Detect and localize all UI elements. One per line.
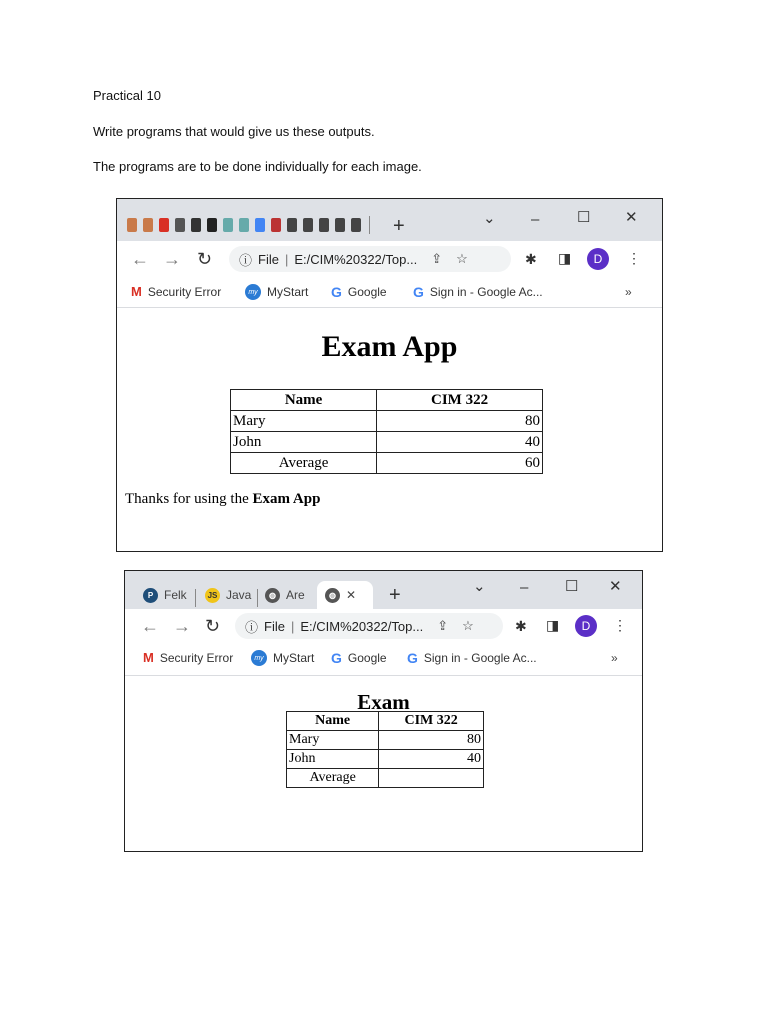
reload-icon[interactable]: ↻: [197, 249, 213, 269]
tab-favicon-icon[interactable]: [287, 218, 297, 232]
average-label: Average: [287, 769, 379, 788]
minimize-button[interactable]: –: [531, 211, 540, 228]
table-row: [287, 731, 484, 750]
tab-favicon-icon[interactable]: [335, 218, 345, 232]
bookmark-star-icon[interactable]: ☆: [456, 251, 468, 266]
table-header-row: [287, 712, 484, 731]
browser-toolbar: [117, 241, 662, 277]
forward-arrow-icon[interactable]: →: [163, 249, 181, 269]
address-bar[interactable]: [229, 246, 511, 272]
address-separator: |: [284, 251, 289, 267]
menu-kebab-icon[interactable]: ⋮: [613, 617, 627, 633]
tab-java[interactable]: JS Java: [205, 581, 251, 609]
student-score: 40: [379, 750, 484, 769]
address-url: E:/CIM%20322/Top...: [294, 251, 418, 267]
student-name: John: [231, 432, 377, 453]
address-scheme: File: [264, 618, 285, 634]
site-info-icon[interactable]: ⓘ: [245, 619, 259, 635]
gmail-icon: M: [131, 284, 142, 299]
student-name: John: [287, 750, 379, 769]
back-arrow-icon[interactable]: ←: [141, 616, 159, 636]
address-separator: |: [290, 618, 295, 634]
tab-favicon-icon[interactable]: [351, 218, 361, 232]
address-url: E:/CIM%20322/Top...: [300, 618, 424, 634]
extensions-puzzle-icon[interactable]: ✱: [525, 251, 537, 267]
mystart-icon: my: [245, 284, 261, 300]
google-tab-icon[interactable]: [255, 218, 265, 232]
student-score: 40: [377, 432, 543, 453]
bookmarks-bar: [125, 643, 642, 676]
tab-separator: [257, 589, 258, 607]
new-tab-button[interactable]: +: [389, 584, 401, 606]
new-tab-button[interactable]: +: [393, 215, 405, 237]
google-icon: G: [331, 284, 342, 300]
share-icon[interactable]: ⇪: [437, 618, 449, 633]
footer-app-name: Exam App: [252, 491, 321, 507]
table-row: [231, 432, 543, 453]
bookmark-sign-in-google[interactable]: G Sign in - Google Ac...: [407, 650, 537, 666]
exam-table: [230, 389, 543, 474]
tab-are[interactable]: ◍ Are: [265, 581, 305, 609]
tab-favicon-icon[interactable]: [191, 218, 201, 232]
column-header: CIM 322: [377, 390, 543, 411]
doc-note: The programs are to be done individually for each image.: [93, 159, 422, 174]
average-value: [379, 769, 484, 788]
google-icon: G: [331, 650, 342, 666]
student-score: 80: [379, 731, 484, 750]
page-viewport: [125, 676, 642, 851]
bookmark-sign-in-google[interactable]: G Sign in - Google Ac...: [413, 284, 543, 300]
tab-favicon-icon[interactable]: [223, 218, 233, 232]
gmail-icon: M: [143, 650, 154, 665]
js-favicon-icon: JS: [205, 588, 220, 603]
bookmarks-overflow-icon[interactable]: »: [625, 285, 632, 299]
footer-message: Thanks for using the Exam App: [125, 491, 321, 507]
average-row: [231, 453, 543, 474]
side-panel-icon[interactable]: ◨: [558, 250, 572, 266]
address-scheme: File: [258, 251, 279, 267]
tab-strip: [125, 571, 642, 609]
back-arrow-icon[interactable]: ←: [131, 249, 149, 269]
student-score: 80: [377, 411, 543, 432]
browser-toolbar: [125, 609, 642, 643]
forward-arrow-icon[interactable]: →: [173, 616, 191, 636]
profile-avatar[interactable]: D: [587, 248, 609, 270]
table-row: [231, 411, 543, 432]
student-name: Mary: [231, 411, 377, 432]
tab-active[interactable]: [317, 581, 373, 609]
mystart-icon: my: [251, 650, 267, 666]
bookmark-mystart[interactable]: my MyStart: [245, 284, 308, 300]
average-label: Average: [231, 453, 377, 474]
average-value: 60: [377, 453, 543, 474]
bookmark-google[interactable]: G Google: [331, 284, 387, 300]
reload-icon[interactable]: ↻: [205, 616, 221, 636]
side-panel-icon[interactable]: ◨: [546, 617, 560, 633]
tab-strip: [117, 199, 662, 241]
p-favicon-icon: P: [143, 588, 158, 603]
browser-screenshot-2: [124, 570, 643, 852]
exam-table: [286, 711, 484, 788]
table-row: [287, 750, 484, 769]
tab-favicon-icon[interactable]: [239, 218, 249, 232]
site-info-icon[interactable]: ⓘ: [239, 252, 253, 268]
close-window-button[interactable]: ✕: [609, 578, 622, 595]
student-name: Mary: [287, 731, 379, 750]
column-header: CIM 322: [379, 712, 484, 731]
google-icon: G: [407, 650, 418, 666]
share-icon[interactable]: ⇪: [431, 251, 443, 266]
google-icon: G: [413, 284, 424, 300]
maximize-button[interactable]: ☐: [565, 578, 579, 595]
tab-separator: [195, 589, 196, 607]
bookmark-security-error[interactable]: M Security Error: [143, 650, 234, 665]
tab-favicon-icon[interactable]: [271, 218, 281, 232]
page-title: Exam App: [321, 330, 458, 363]
profile-avatar[interactable]: D: [575, 615, 597, 637]
tab-favicon-icon[interactable]: [319, 218, 329, 232]
globe-icon: ◍: [265, 588, 280, 603]
menu-kebab-icon[interactable]: ⋮: [627, 250, 641, 266]
tab-favicon-icon[interactable]: [127, 218, 137, 232]
close-tab-icon[interactable]: ✕: [346, 588, 357, 602]
bookmarks-overflow-icon[interactable]: »: [611, 651, 618, 665]
extensions-puzzle-icon[interactable]: ✱: [515, 618, 527, 634]
tab-favicon-icon[interactable]: [303, 218, 313, 232]
tab-favicon-icon[interactable]: [143, 218, 153, 232]
browser-screenshot-1: [116, 198, 663, 552]
doc-instruction: Write programs that would give us these outputs.: [93, 124, 375, 139]
tab-favicon-icon[interactable]: [175, 218, 185, 232]
page-title: Exam: [357, 690, 410, 714]
table-header-row: [231, 390, 543, 411]
tab-favicon-icon[interactable]: [207, 218, 217, 232]
close-window-button[interactable]: ✕: [625, 209, 638, 226]
bookmark-security-error[interactable]: M Security Error: [131, 284, 222, 299]
tab-separator: [369, 216, 370, 234]
column-header: Name: [231, 390, 377, 411]
bookmark-star-icon[interactable]: ☆: [462, 618, 474, 633]
address-bar[interactable]: [235, 613, 503, 639]
bookmarks-bar: [117, 277, 662, 308]
maximize-button[interactable]: ☐: [577, 209, 591, 226]
globe-icon: ◍: [325, 588, 340, 603]
tab-felk[interactable]: P Felk: [143, 581, 187, 609]
page-viewport: [117, 308, 662, 551]
minimize-button[interactable]: –: [520, 579, 529, 596]
tab-search-dropdown-icon[interactable]: ⌄: [483, 210, 496, 227]
column-header: Name: [287, 712, 379, 731]
bookmark-mystart[interactable]: my MyStart: [251, 650, 314, 666]
average-row: [287, 769, 484, 788]
gmail-tab-icon[interactable]: [159, 218, 169, 232]
tab-search-dropdown-icon[interactable]: ⌄: [473, 578, 486, 595]
doc-heading: Practical 10: [93, 88, 161, 103]
bookmark-google[interactable]: G Google: [331, 650, 387, 666]
